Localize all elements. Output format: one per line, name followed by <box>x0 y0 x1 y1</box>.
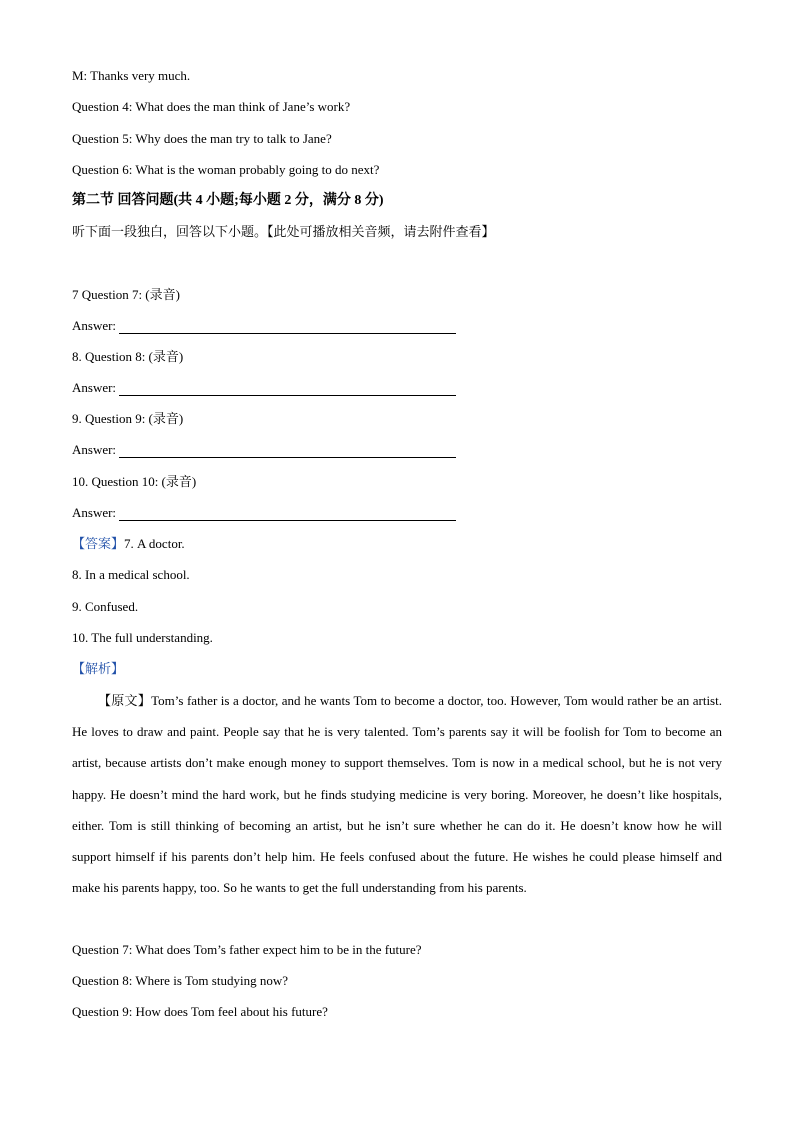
question-9-label: 9. Question 9: (录音) <box>72 411 184 426</box>
answer-blank-7[interactable] <box>119 320 456 334</box>
original-tag: 【原文】 <box>98 693 152 708</box>
analysis-question-8: Question 8: Where is Tom studying now? <box>72 973 288 988</box>
original-text-paragraph <box>72 685 722 903</box>
answer-7: 7. A doctor. <box>124 536 185 551</box>
answer-10: 10. The full understanding. <box>72 630 213 645</box>
answer-row-7 <box>72 318 456 334</box>
answer-blank-9[interactable] <box>119 444 456 458</box>
answer-label: Answer: <box>72 442 117 457</box>
answer-row-8 <box>72 380 456 396</box>
original-text: Tom’s father is a doctor, and he wants Tom to become a doctor, too. However, Tom would rather be an artist. He loves to draw and paint. People say that he is very talented. Tom’s parents say it will be foolish for Tom to become an artist, because artists don’t make enough money to support themselves. Tom is now in a medical school, but he is not very happy. He doesn’t mind the hard work, but he finds studying medicine is very boring. Moreover, he doesn’t like hospitals, either. Tom is still thinking of becoming an artist, but he isn’t sure whether he can do it. He doesn’t know how he will support himself if his parents don’t help him. He feels confused about the future. He wishes he could please himself and make his parents happy, too. So he wants to get the full understanding from his parents. <box>72 693 722 896</box>
section-instruction: 听下面一段独白，回答以下小题。【此处可播放相关音频，请去附件查看】 <box>72 224 495 239</box>
question-8-label: 8. Question 8: (录音) <box>72 349 184 364</box>
answer-9: 9. Confused. <box>72 599 139 614</box>
question-4-text: Question 4: What does the man think of Jane’s work? <box>72 99 351 114</box>
answer-8: 8. In a medical school. <box>72 567 190 582</box>
answer-key-line <box>72 536 185 552</box>
dialogue-line: M: Thanks very much. <box>72 68 191 83</box>
answer-blank-8[interactable] <box>119 382 456 396</box>
section-heading: 第二节 回答问题(共 4 小题;每小题 2 分，满分 8 分) <box>72 193 384 208</box>
question-7-label: 7 Question 7: (录音) <box>72 287 180 302</box>
answer-row-10 <box>72 505 456 521</box>
answer-tag: 【答案】 <box>72 536 125 551</box>
answer-row-9 <box>72 442 456 458</box>
answer-label: Answer: <box>72 505 117 520</box>
analysis-tag: 【解析】 <box>72 661 125 676</box>
analysis-question-9: Question 9: How does Tom feel about his future? <box>72 1004 328 1019</box>
question-10-label: 10. Question 10: (录音) <box>72 474 197 489</box>
question-6-text: Question 6: What is the woman probably going to do next? <box>72 162 380 177</box>
analysis-question-7: Question 7: What does Tom’s father expect him to be in the future? <box>72 942 422 957</box>
answer-label: Answer: <box>72 380 117 395</box>
question-5-text: Question 5: Why does the man try to talk to Jane? <box>72 131 332 146</box>
answer-blank-10[interactable] <box>119 507 456 521</box>
answer-label: Answer: <box>72 318 117 333</box>
